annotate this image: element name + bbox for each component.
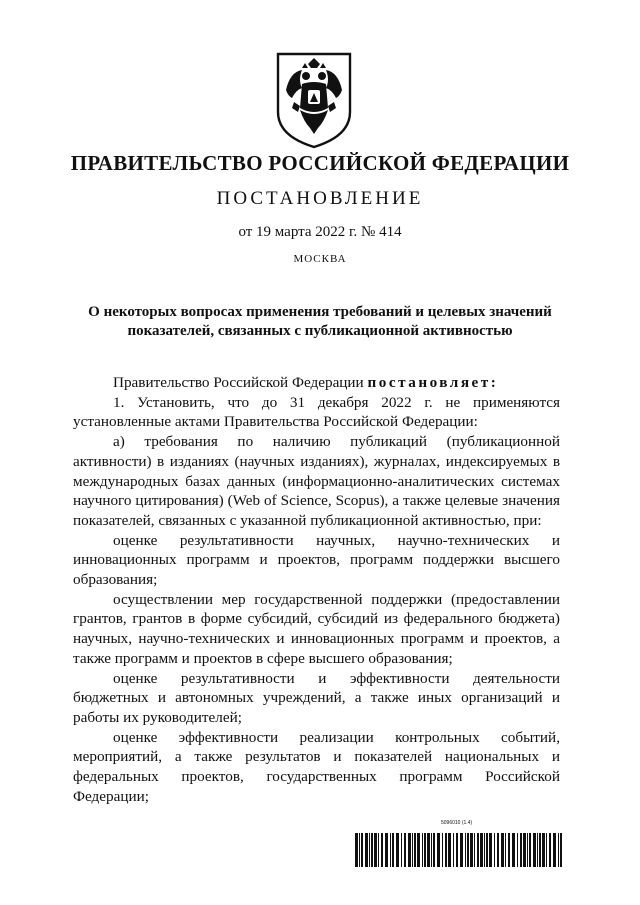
paragraph-a: а) требования по наличию публикаций (публикационной активности) в изданиях (научных изданиях), журналах, индексируемых в международных базах данных (информационно-аналитических системах научного цитирования) (Web of Science, Scopus), а также целевые значения показателей, связанных с указанной публикационной активностью, при: <box>73 433 560 529</box>
paragraph-1: 1. Установить, что до 31 декабря 2022 г. не применяются установленные актами Правительства Российской Федерации: <box>73 393 560 431</box>
document-type: ПОСТАНОВЛЕНИЕ <box>216 188 424 209</box>
intro-spaced-word: постановляет: <box>367 374 499 391</box>
intro-lead: Правительство Российской Федерации <box>113 374 368 391</box>
document-title: О некоторых вопросах применения требований и целевых значений показателей, связанных с публикационной активностью <box>88 304 552 339</box>
paragraph-item-2: осуществлении мер государственной поддержки (предоставлении грантов, грантов в форме субсидий, субсидий из федерального бюджета) научных, научно-технических и инновационных программ и проектов, а также программ и проектов в сфере высшего образования; <box>73 590 560 667</box>
city: МОСКВА <box>293 253 347 265</box>
barcode-icon <box>355 827 565 867</box>
barcode-label: 5096010 (1.4) <box>441 820 473 826</box>
paragraph-item-4: оценке эффективности реализации контрольных событий, мероприятий, а также результатов и показателей национальных и федеральных проектов, государственных программ Российской Федерации; <box>73 728 560 805</box>
russian-coat-of-arms-icon <box>272 50 356 150</box>
paragraph-item-3: оценке результативности и эффективности деятельности бюджетных и автономных учреждений, а также иных организаций и работы их руководителей; <box>73 669 560 726</box>
date-and-number: от 19 марта 2022 г. № 414 <box>238 224 402 240</box>
intro-paragraph <box>73 373 560 393</box>
paragraph-item-1: оценке результативности научных, научно-технических и инновационных программ и проектов, программ поддержки высшего образования; <box>73 531 560 589</box>
document-body <box>73 373 560 806</box>
government-name: ПРАВИТЕЛЬСТВО РОССИЙСКОЙ ФЕДЕРАЦИИ <box>70 151 570 175</box>
